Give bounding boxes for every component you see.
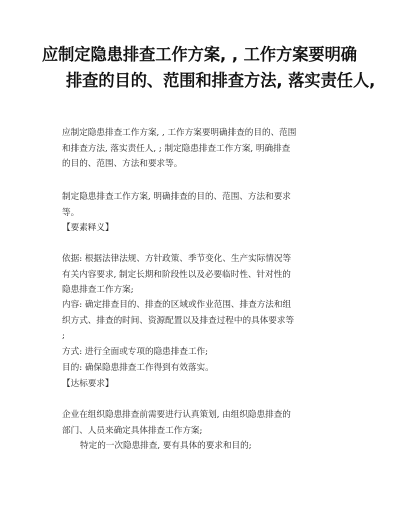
text-line: 企业在组织隐患排查前需要进行认真策划, 由组织隐患排查的 <box>62 410 291 420</box>
title-line: 应制定隐患排查工作方案, , 工作方案要明确 <box>42 45 357 64</box>
text-line: 方式: 进行全面或专项的隐患排查工作; <box>62 347 209 357</box>
section-heading-standard <box>62 377 352 393</box>
text-line: 目的: 确保隐患排查工作得到有效落实。 <box>62 363 214 373</box>
text-line: 等。 <box>62 207 80 218</box>
text-line: 制定隐患排查工作方案, 明确排查的目的、范围、方法和要求 <box>62 192 291 202</box>
text-line: 隐患排查工作方案; <box>62 285 134 295</box>
text-line: 依据: 根据法律法规、方针政策、季节变化、生产实际情况等 <box>62 254 292 264</box>
text-line: ; <box>62 331 65 341</box>
text-line: 应制定隐患排查工作方案, , 工作方案要明确排查的目的、范围 <box>62 128 297 138</box>
text-line: 特定的一次隐患排查, 要有具体的要求和目的; <box>80 441 252 451</box>
text-line: 内容: 确定排查目的、排查的区域或作业范围、排查方法和组 <box>62 300 292 310</box>
text-line: 【要素释义】 <box>62 223 114 233</box>
paragraph-purpose <box>62 361 352 377</box>
paragraph-basis <box>62 252 352 299</box>
text-line: 的目的、范围、方法和要求等。 <box>62 159 183 169</box>
text-line: 织方式、排查的时间、资源配置以及排查过程中的具体要求等 <box>62 315 295 326</box>
text-line: 【达标要求】 <box>62 379 114 389</box>
section-heading-essentials <box>62 221 352 237</box>
document-title <box>42 42 376 94</box>
text-line: 有关内容要求, 制定长期和阶段性以及必要临时性、针对性的 <box>62 269 291 280</box>
paragraph-requirement <box>62 408 352 439</box>
text-line: 部门、人员来确定具体排查工作方案; <box>62 425 203 436</box>
paragraph-method <box>62 345 352 361</box>
paragraph-summary <box>62 190 352 221</box>
title-line: 排查的目的、范围和排查方法, 落实责任人, <box>66 71 376 90</box>
paragraph-content <box>62 298 352 345</box>
paragraph-intro <box>62 126 352 173</box>
paragraph-specific <box>62 439 352 455</box>
text-line: 和排查方法, 落实责任人, ; 制定隐患排查工作方案, 明确排查 <box>62 143 291 154</box>
